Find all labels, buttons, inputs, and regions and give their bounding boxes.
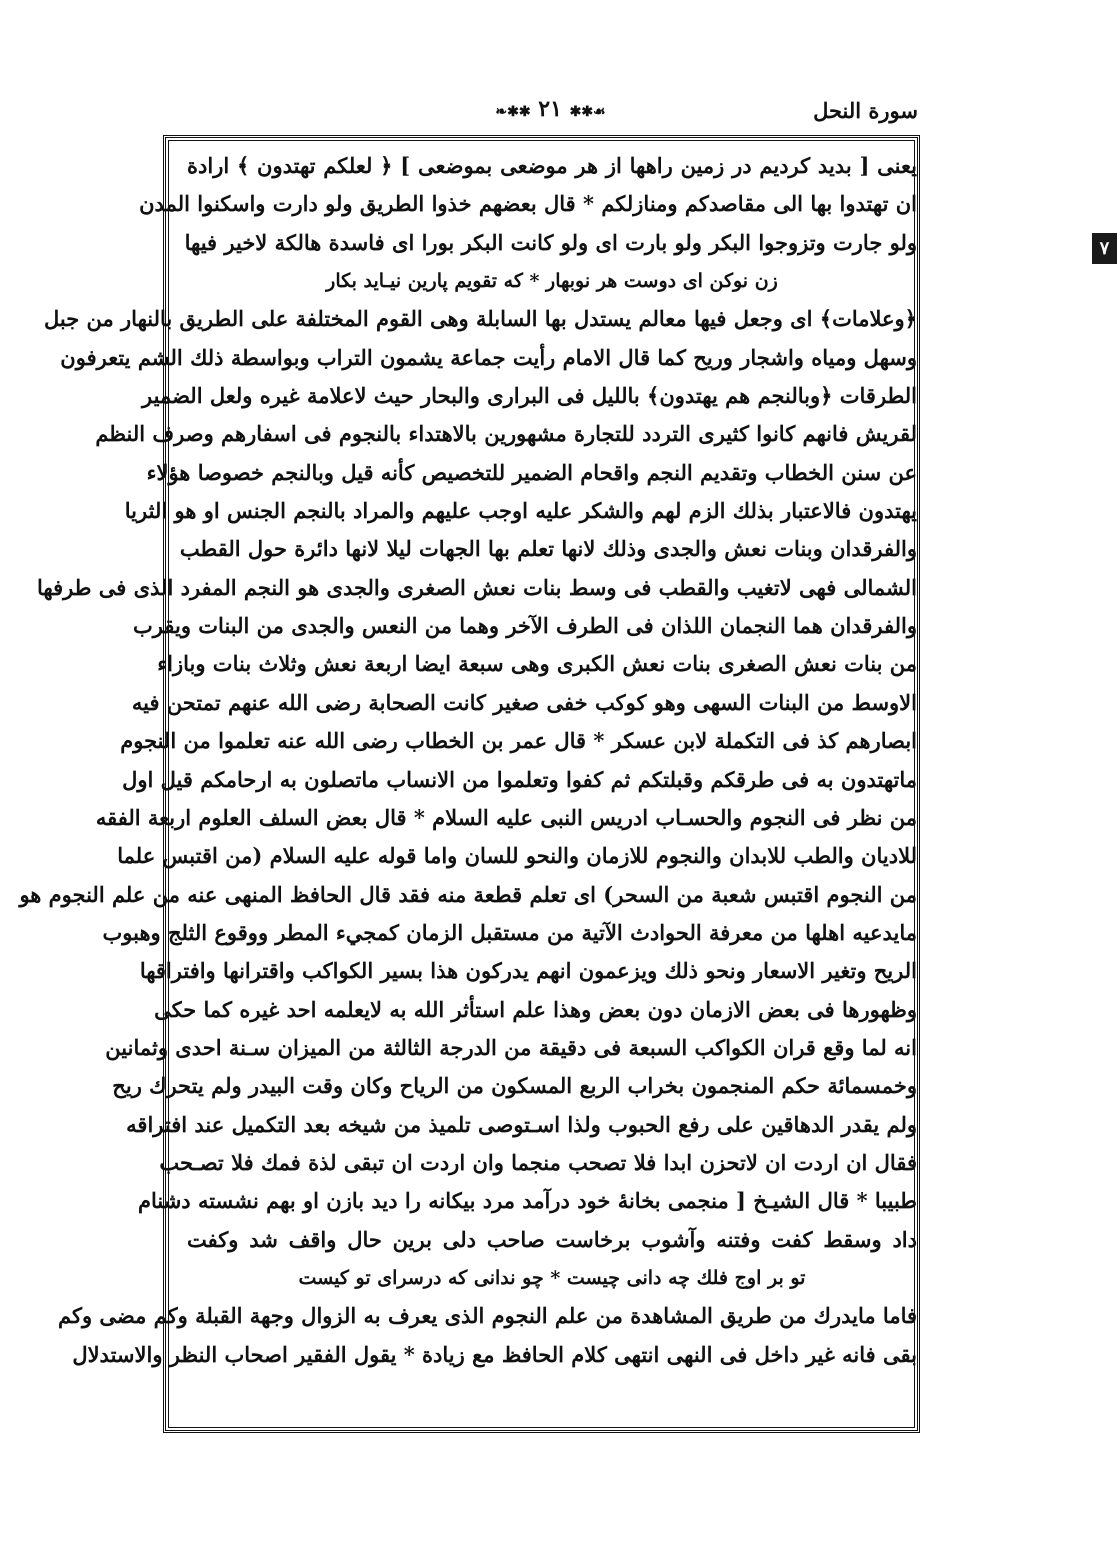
page-header	[183, 92, 918, 132]
text-line: يهتدون فالاعتبار بذلك الزم لهم والشكر عليه اوجب عليهم والمراد بالنجم الجنس او هو الثريا	[124, 498, 917, 524]
text-line: الريح وتغير الاسعار ونحو ذلك ويزعمون انهم يدركون هذا بسير الكواكب واقترانها وافتراقها	[139, 958, 917, 984]
text-line: وظهورها فى بعض الازمان دون بعض وهذا علم استأثر الله به لايعلمه احد غيره كما حكى	[154, 996, 917, 1022]
text-line: من بنات نعش الصغرى بنات نعش الكبرى وهى سبعة ايضا اربعة نعش وثلاث بنات وبازاء	[157, 651, 917, 677]
text-line: لقريش فانهم كانوا كثيرى التردد للتجارة مشهورين بالاهتداء بالنجوم فى اسفارهم وصرف النظم	[95, 421, 917, 447]
page-number: ٢١	[538, 96, 562, 122]
text-line: ﴿وعلامات﴾ اى وجعل فيها معالم يستدل بها السابلة وهى القوم المختلفة على الطريق بالنهار من جبل	[43, 306, 917, 332]
text-line: فقال ان اردت ان لاتحزن ابدا فلا تصحب منجما وان اردت ان تبقى لذة فمك فلا تصـحب	[159, 1149, 917, 1175]
poem-line: تو بر اوج فلك چه دانى چيست * چو ندانى كه درسراى تو كيست	[298, 1266, 806, 1289]
text-line: الشمالى فهى لاتغيب والقطب فى وسط بنات نعش الصغرى والجدى هو النجم المفرد الذى فى طرفها	[37, 574, 917, 600]
text-line: ولو جارت وتزوجوا البكر ولو بارت اى ولو كانت البكر بورا اى فاسدة هالكة لاخير فيها	[184, 229, 917, 255]
juz-side-tab: ٧	[1092, 233, 1117, 264]
main-text-block	[19, 147, 917, 1374]
text-line: مايدعيه اهلها من معرفة الحوادث الآتية من مستقبل الزمان كمجيء المطر ووقوع الثلج وهبوب	[102, 919, 917, 945]
poem-line: زن نوكن اى دوست هر نوبهار * كه تقويم پارين نيـايد بكار	[326, 270, 778, 293]
text-line: بقى فانه غير داخل فى النهى انتهى كلام الحافظ مع زيادة * يقول الفقير اصحاب النظر والاستدلال	[72, 1341, 917, 1367]
text-line: طبيبا * قال الشيـخ [ منجمى بخانهٔ خود درآمد مرد بيكانه را ديد بازن او بهم نشسته دشنام	[137, 1188, 917, 1214]
text-line: وسهل ومياه واشجار وريح كما قال الامام رأيت جماعة يشمون التراب وبواسطة ذلك الشم يتعرفون	[60, 344, 917, 370]
surah-name: سورة النحل	[813, 98, 918, 123]
text-line: عن سنن الخطاب وتقديم النجم واقحام الضمير للتخصيص كأنه قيل وبالنجم خصوصا هؤلاء	[146, 459, 917, 485]
text-line: وخمسمائة حكم المنجمون بخراب الربع المسكون من الرياح وكان وقت البيدر ولم يتحرك ريح	[112, 1073, 917, 1099]
text-line: فاما مايدرك من طريق المشاهدة من علم النجوم الذى يعرف به الزوال وجهة القبلة وكم مضى وكم	[57, 1303, 917, 1329]
page-number-group	[495, 96, 605, 122]
text-line: من النجوم اقتبس شعبة من السحر) اى تعلم قطعة منه فقد قال الحافظ المنهى عنه من علم النجوم هو	[19, 881, 917, 907]
text-line: ابصارهم كذ فى التكملة لابن عسكر * قال عمر بن الخطاب رضى الله عنه تعلموا من النجوم	[120, 728, 917, 754]
text-line: والفرقدان وبنات نعش والجدى وذلك لانها تعلم بها الجهات ليلا لانها دائرة حول القطب	[179, 536, 917, 562]
text-line: يعنى [ بديد كرديم در زمين راهها از هر موضعى بموضعى ] ﴿ لعلكم تهتدون ﴾ ارادة	[187, 153, 917, 178]
text-line: ماتهتدون به فى طرقكم وقبلتكم ثم كفوا وتعلموا من الانساب ماتصلون به ارحامكم قيل اول	[122, 766, 917, 792]
text-line: للاديان والطب للابدان والنجوم للازمان والنحو للسان واما قوله عليه السلام (من اقتبس علما	[117, 843, 917, 869]
text-line: ولم يقدر الدهاقين على رفع الحبوب ولذا اسـتوصى تلميذ من شيخه بعد التكميل عند افتراقه	[126, 1111, 917, 1137]
text-line: من نظر فى النجوم والحسـاب ادريس النبى عليه السلام * قال بعض السلف العلوم اربعة الفقه	[95, 804, 917, 830]
ornament-left-icon: ❧✱✱	[495, 104, 531, 120]
text-line: الطرقات ﴿وبالنجم هم يهتدون﴾ بالليل فى البرارى والبحار حيث لاعلامة غيره ولعل الضمير	[142, 383, 917, 409]
text-line: الاوسط من البنات السهى وهو كوكب خفى صغير كانت الصحابة رضى الله عنهم تمتحن فيه	[131, 689, 917, 715]
ornament-right-icon: ✱✱☙	[569, 104, 606, 120]
text-line: داد وسقط كفت وفتنه وآشوب برخاست صاحب دلى برين حال واقف شد وكفت	[187, 1226, 917, 1252]
text-line: والفرقدان هما النجمان اللذان فى الطرف الآخر وهما من النعس والجدى من البنات ويقرب	[133, 613, 917, 639]
text-line: انه لما وقع قران الكواكب السبعة فى دقيقة من الدرجة الثالثة من الميزان سـنة احدى وثمانين	[105, 1034, 917, 1060]
text-line: ان تهتدوا بها الى مقاصدكم ومنازلكم * قال بعضهم خذوا الطريق ولو دارت واسكنوا المدن	[139, 191, 917, 217]
